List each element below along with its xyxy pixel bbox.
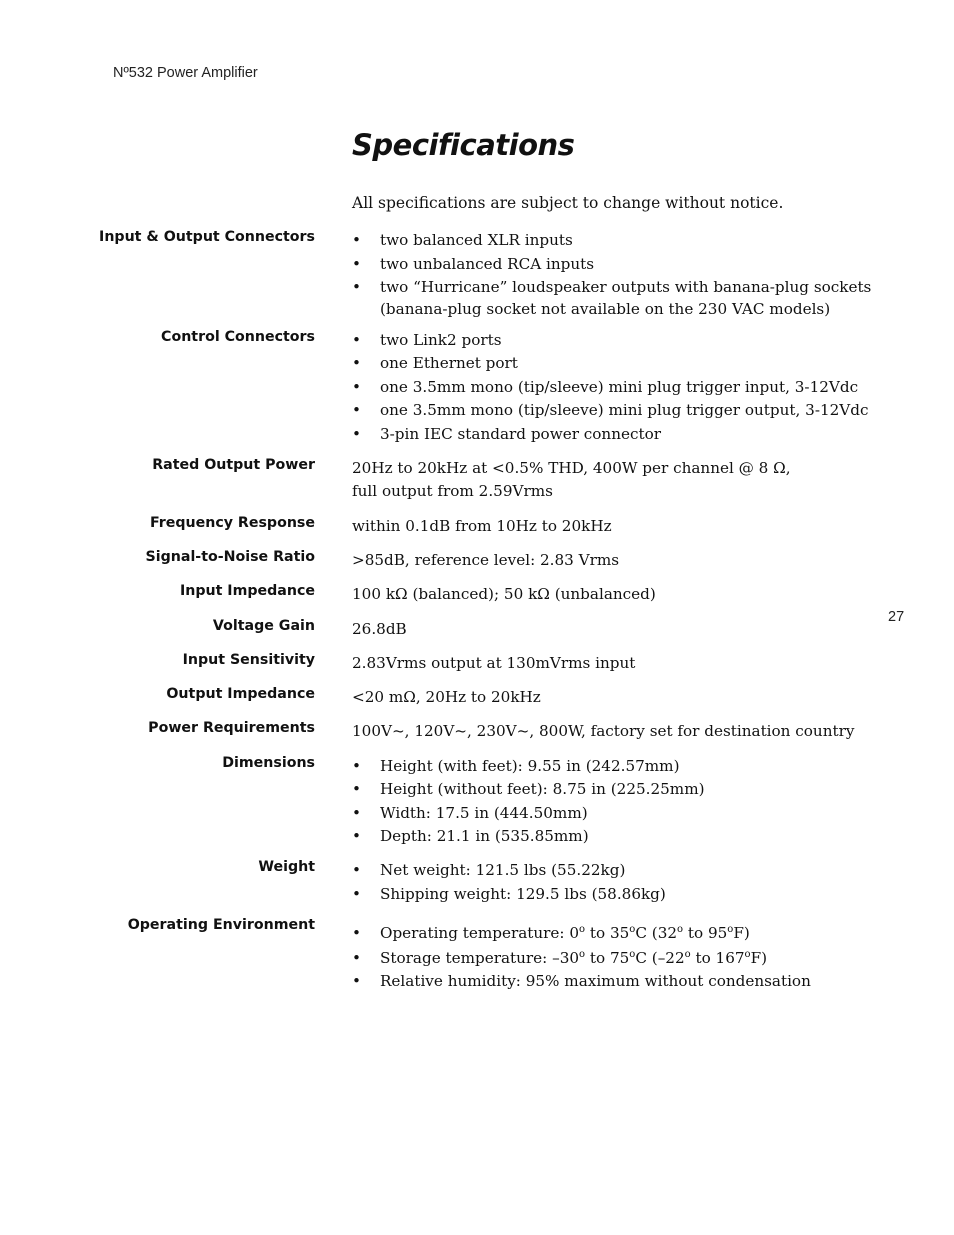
spec-value: within 0.1dB from 10Hz to 20kHz — [352, 517, 612, 535]
list-item: • one 3.5mm mono (tip/sleeve) mini plug trigger input, 3-12Vdc — [352, 376, 872, 399]
spec-value — [352, 755, 872, 849]
list-item: • Height (with feet): 9.55 in (242.57mm) — [352, 755, 872, 778]
spec-label: Operating Environment — [127, 917, 315, 933]
spec-value: 100 kΩ (balanced); 50 kΩ (unbalanced) — [352, 585, 656, 603]
list-item: • two unbalanced RCA inputs — [352, 253, 872, 277]
list-item-continuation: (banana-plug socket not available on the 230 VAC models) — [380, 299, 831, 318]
spec-value: <20 mΩ, 20Hz to 20kHz — [352, 688, 541, 706]
spec-value — [352, 457, 872, 503]
list-item: • Shipping weight: 129.5 lbs (58.86kg) — [352, 883, 872, 907]
spec-label: Input Sensitivity — [182, 652, 315, 668]
list-item: • 3-pin IEC standard power connector — [352, 423, 872, 446]
degree-mark: o — [684, 949, 691, 960]
spec-label: Dimensions — [222, 755, 315, 771]
spec-value: 100V~, 120V~, 230V~, 800W, factory set for destination country — [352, 722, 855, 740]
degree-mark: o — [727, 924, 734, 935]
spec-label: Voltage Gain — [212, 618, 315, 634]
list-item-humidity: • Relative humidity: 95% maximum without condensation — [352, 970, 872, 994]
running-head: Nº532 Power Amplifier — [113, 65, 258, 81]
degree-mark: o — [744, 949, 751, 960]
spec-label: Control Connectors — [161, 329, 315, 345]
spec-value — [352, 329, 872, 446]
list-item: • Height (without feet): 8.75 in (225.25mm) — [352, 778, 872, 801]
list-item: • Depth: 21.1 in (535.85mm) — [352, 825, 872, 848]
spec-line: full output from 2.59Vrms — [352, 482, 553, 500]
spec-label: Input & Output Connectors — [99, 229, 315, 245]
list-item: • one Ethernet port — [352, 352, 872, 375]
spec-label: Input Impedance — [179, 583, 315, 599]
list-item-operating-temp: • Operating temperature: 0$^o$ to 35$^o$C (32$^o$ to 95$^o$F) — [352, 920, 872, 946]
page-number: 27 — [888, 609, 905, 625]
page-title: Specifications — [352, 128, 575, 162]
spec-label: Signal-to-Noise Ratio — [145, 549, 315, 565]
list-item — [352, 276, 872, 319]
spec-value: 2.83Vrms output at 130mVrms input — [352, 654, 636, 672]
list-item: • Width: 17.5 in (444.50mm) — [352, 802, 872, 825]
list-item: • two balanced XLR inputs — [352, 229, 872, 253]
spec-label: Weight — [258, 859, 315, 875]
spec-label: Output Impedance — [166, 686, 315, 702]
spec-label: Rated Output Power — [152, 457, 315, 473]
degree-mark: o — [677, 924, 684, 935]
degree-mark: o — [579, 949, 586, 960]
degree-mark: o — [629, 924, 636, 935]
intro-note: All specifications are subject to change without notice. — [352, 194, 784, 212]
list-item: • Net weight: 121.5 lbs (55.22kg) — [352, 859, 872, 883]
list-item: • two Link2 ports — [352, 329, 872, 352]
degree-mark: o — [579, 924, 586, 935]
spec-value — [352, 920, 872, 994]
spec-label: Power Requirements — [148, 720, 315, 736]
spec-value — [352, 229, 872, 319]
spec-value: 26.8dB — [352, 620, 407, 638]
list-item-text: two “Hurricane” loudspeaker outputs with banana-plug sockets — [380, 278, 872, 296]
list-item: • one 3.5mm mono (tip/sleeve) mini plug trigger output, 3-12Vdc — [352, 399, 872, 422]
spec-value: >85dB, reference level: 2.83 Vrms — [352, 551, 620, 569]
spec-label: Frequency Response — [149, 515, 315, 531]
list-item-storage-temp: • Storage temperature: –30$^o$ to 75$^o$C (–22$^o$ to 167$^o$F) — [352, 946, 872, 970]
spec-line: 20Hz to 20kHz at <0.5% THD, 400W per channel @ 8 Ω, — [352, 459, 791, 477]
spec-value — [352, 859, 872, 906]
degree-mark: o — [629, 949, 636, 960]
